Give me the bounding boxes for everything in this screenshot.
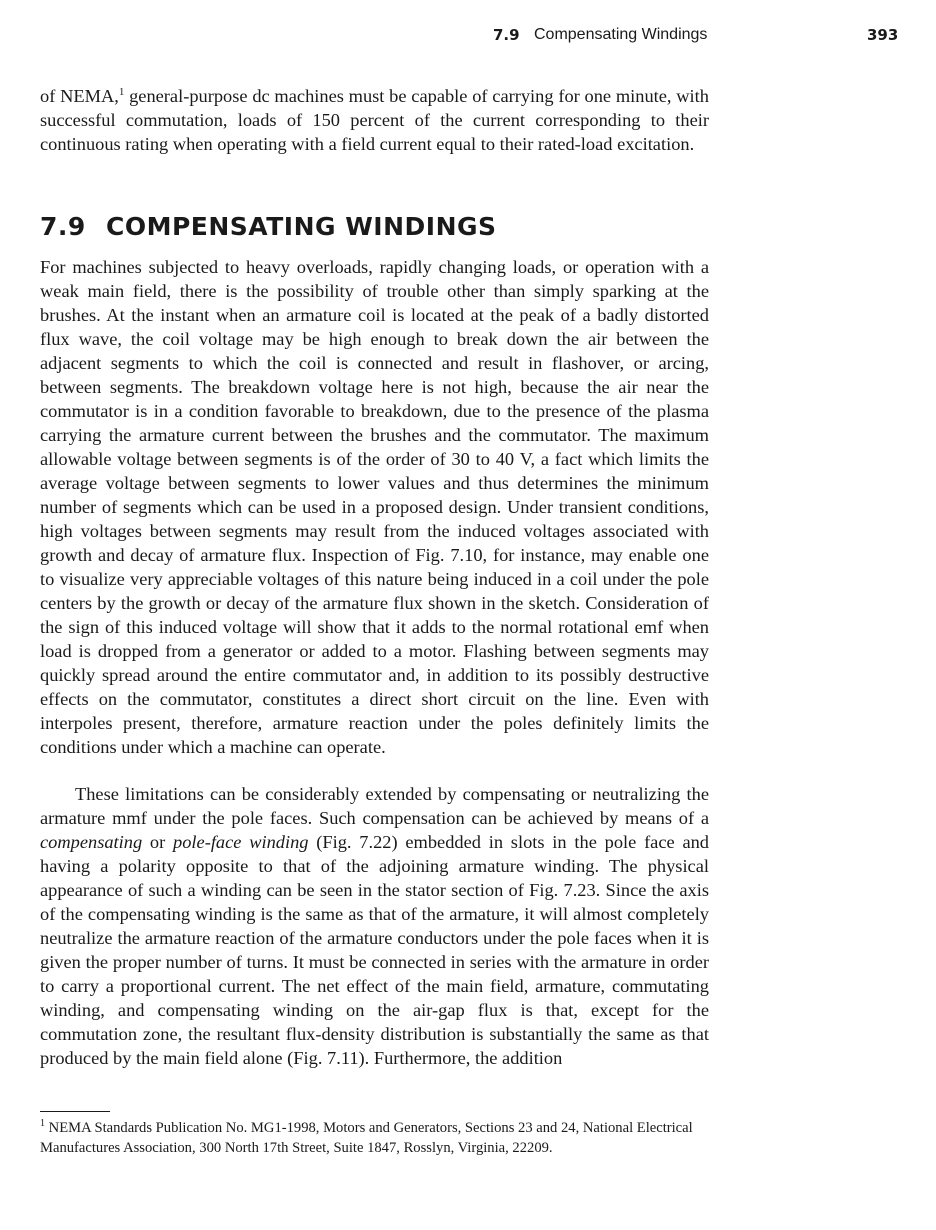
footnote-reference: 1 [118, 85, 125, 98]
paragraph-text-part: (Fig. 7.22) embedded in slots in the pole face and having a polarity opposite to that of the adjoining armature winding. The physical appearance of such a winding can be seen in the stator section of Fig. 7.23. Since the axis of the compensating winding is the same as that of the armature, it will almost completely neutralize the armature reaction of the armature conductors under the pole faces when it is given the proper number of turns. It must be connected in series with the armature in order to carry a proportional current. The net effect of the main field, armature, commutating winding, and compensating winding on the air-gap flux is that, except for the commutation zone, the resultant flux-density distribution is substantially the same as that produced by the main field alone (Fig. 7.11). Furthermore, the addition [40, 832, 710, 1068]
footnote-rule [40, 1111, 110, 1112]
section-number: 7.9 [40, 212, 86, 241]
paragraph-continued [40, 84, 709, 156]
emphasized-term: pole-face winding [173, 832, 309, 852]
paragraph-text-part: These limitations can be considerably extended by compensating or neutralizing the armature mmf under the pole faces. Such compensation can be achieved by means of a [40, 784, 709, 828]
running-head-section-title: Compensating Windings [534, 26, 708, 43]
footnote [40, 1118, 720, 1158]
paragraph-compensation [40, 782, 709, 1070]
paragraph-text: general-purpose dc machines must be capable of carrying for one minute, with successful commutation, loads of 150 percent of the current corresponding to their continuous rating when operating with a field current equal to their rated-load excitation. [40, 86, 709, 154]
emphasized-term: compensating [40, 832, 143, 852]
running-head-section-number: 7.9 [493, 26, 520, 44]
section-title: COMPENSATING WINDINGS [106, 212, 497, 241]
running-head [0, 26, 936, 50]
page-number: 393 [867, 26, 899, 44]
footnote-text: NEMA Standards Publication No. MG1-1998, Motors and Generators, Sections 23 and 24, National Electrical Manufactures Association, 300 North 17th Street, Suite 1847, Rosslyn, Virginia, 22209. [40, 1120, 693, 1156]
paragraph-flashover: For machines subjected to heavy overloads, rapidly changing loads, or operation with a weak main field, there is the possibility of trouble other than simply sparking at the brushes. At the instant when an armature coil is located at the peak of a badly distorted flux wave, the coil voltage may be high enough to break down the air between the adjacent segments to which the coil is connected and result in flashover, or arcing, between segments. The breakdown voltage here is not high, because the air near the commutator is in a condition favorable to breakdown, due to the presence of the plasma carrying the armature current between the brushes and the commutator. The maximum allowable voltage between segments is of the order of 30 to 40 V, a fact which limits the average voltage between segments to lower values and thus determines the minimum number of segments which can be used in a proposed design. Under transient conditions, high voltages between segments may result from the induced voltages associated with growth and decay of armature flux. Inspection of Fig. 7.10, for instance, may enable one to visualize very appreciable voltages of this nature being induced in a coil under the pole centers by the growth or decay of the armature flux shown in the sketch. Consideration of the sign of this induced voltage will show that it adds to the normal rotational emf when load is dropped from a generator or added to a motor. Flashing between segments may quickly spread around the entire commutator and, in addition to its possibly destructive effects on the commutator, constitutes a direct short circuit on the line. Even with interpoles present, therefore, armature reaction under the poles definitely limits the conditions under which a machine can operate. [40, 257, 709, 757]
section-heading [40, 212, 497, 241]
paragraph-text-part: or [142, 832, 174, 852]
paragraph-lead: of NEMA, [40, 86, 119, 106]
footnote-marker: 1 [40, 1118, 45, 1130]
